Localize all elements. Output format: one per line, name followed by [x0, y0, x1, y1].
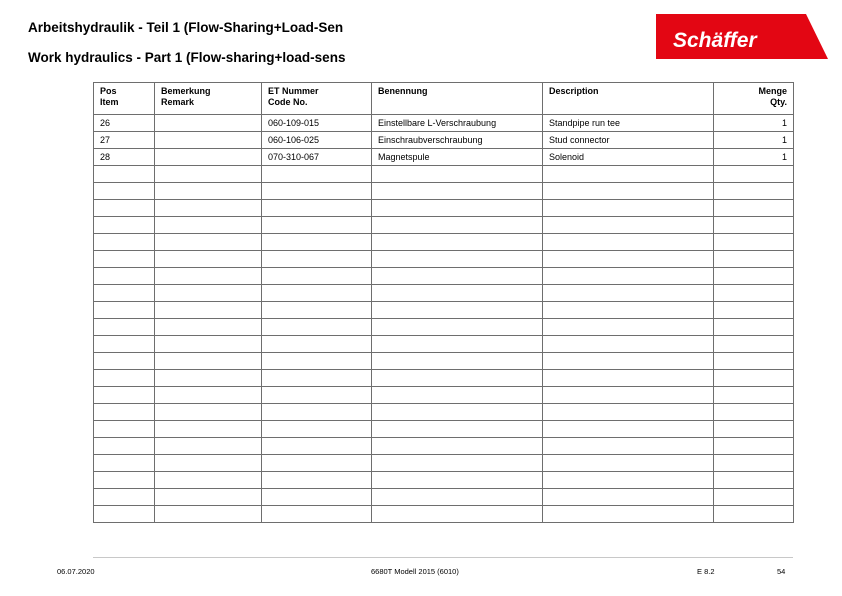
cell-code	[262, 353, 372, 370]
cell-qty	[714, 506, 794, 523]
table-header-row	[94, 83, 794, 115]
cell-remark	[155, 251, 262, 268]
cell-pos	[94, 421, 155, 438]
cell-code	[262, 234, 372, 251]
cell-qty	[714, 234, 794, 251]
cell-pos	[94, 285, 155, 302]
cell-description	[543, 404, 714, 421]
cell-description	[543, 319, 714, 336]
logo-text: Schäffer	[673, 29, 757, 52]
cell-remark	[155, 421, 262, 438]
cell-benennung	[372, 353, 543, 370]
cell-benennung	[372, 421, 543, 438]
cell-benennung	[372, 285, 543, 302]
header-label-de: Description	[549, 86, 599, 96]
cell-pos	[94, 353, 155, 370]
cell-remark	[155, 387, 262, 404]
cell-code	[262, 302, 372, 319]
cell-benennung: Einstellbare L-Verschraubung	[372, 115, 543, 132]
cell-pos: 28	[94, 149, 155, 166]
cell-description	[543, 506, 714, 523]
cell-description	[543, 472, 714, 489]
header-label-en: Qty.	[770, 97, 787, 107]
cell-code	[262, 268, 372, 285]
empty-table-row	[94, 285, 794, 302]
cell-description	[543, 455, 714, 472]
cell-remark	[155, 404, 262, 421]
header-label-en: Code No.	[268, 97, 308, 107]
cell-code	[262, 387, 372, 404]
cell-pos	[94, 404, 155, 421]
header-label-en: Remark	[161, 97, 195, 107]
cell-remark	[155, 472, 262, 489]
cell-description	[543, 200, 714, 217]
page-title-english: Work hydraulics - Part 1 (Flow-sharing+load-sens	[28, 50, 346, 65]
empty-table-row	[94, 200, 794, 217]
cell-benennung	[372, 472, 543, 489]
schaeffer-logo	[656, 14, 828, 59]
cell-remark	[155, 132, 262, 149]
cell-code: 070-310-067	[262, 149, 372, 166]
cell-qty: 1	[714, 149, 794, 166]
cell-description: Solenoid	[543, 149, 714, 166]
table-row	[94, 149, 794, 166]
cell-remark	[155, 183, 262, 200]
cell-benennung	[372, 455, 543, 472]
cell-description	[543, 387, 714, 404]
cell-pos	[94, 183, 155, 200]
parts-table	[93, 82, 794, 523]
empty-table-row	[94, 438, 794, 455]
cell-benennung	[372, 506, 543, 523]
cell-code	[262, 166, 372, 183]
empty-table-row	[94, 251, 794, 268]
cell-pos	[94, 217, 155, 234]
cell-qty	[714, 200, 794, 217]
column-header-remark	[155, 83, 262, 115]
cell-qty	[714, 166, 794, 183]
cell-remark	[155, 353, 262, 370]
cell-remark	[155, 200, 262, 217]
empty-table-row	[94, 183, 794, 200]
cell-code	[262, 370, 372, 387]
empty-table-row	[94, 217, 794, 234]
header-label-de: Menge	[758, 86, 787, 96]
cell-pos	[94, 166, 155, 183]
cell-remark	[155, 370, 262, 387]
cell-qty: 1	[714, 132, 794, 149]
cell-pos	[94, 489, 155, 506]
cell-description	[543, 302, 714, 319]
cell-qty	[714, 421, 794, 438]
cell-qty	[714, 489, 794, 506]
cell-benennung	[372, 251, 543, 268]
cell-pos	[94, 336, 155, 353]
cell-remark	[155, 285, 262, 302]
cell-qty	[714, 268, 794, 285]
cell-pos	[94, 200, 155, 217]
cell-benennung: Einschraubverschraubung	[372, 132, 543, 149]
cell-benennung	[372, 489, 543, 506]
header-label-en: Item	[100, 97, 119, 107]
footer-model: 6680T Modell 2015 (6010)	[371, 567, 459, 576]
cell-remark	[155, 336, 262, 353]
cell-code: 060-109-015	[262, 115, 372, 132]
empty-table-row	[94, 370, 794, 387]
cell-code: 060-106-025	[262, 132, 372, 149]
cell-pos: 27	[94, 132, 155, 149]
cell-qty	[714, 438, 794, 455]
cell-remark	[155, 489, 262, 506]
cell-benennung	[372, 217, 543, 234]
cell-pos	[94, 251, 155, 268]
footer-date: 06.07.2020	[57, 567, 95, 576]
cell-benennung	[372, 268, 543, 285]
cell-code	[262, 506, 372, 523]
cell-remark	[155, 234, 262, 251]
cell-pos	[94, 472, 155, 489]
cell-description	[543, 353, 714, 370]
cell-benennung	[372, 370, 543, 387]
cell-description	[543, 438, 714, 455]
cell-qty	[714, 455, 794, 472]
cell-description	[543, 166, 714, 183]
cell-pos	[94, 319, 155, 336]
cell-description	[543, 336, 714, 353]
empty-table-row	[94, 319, 794, 336]
column-header-benennung	[372, 83, 543, 115]
cell-code	[262, 319, 372, 336]
cell-description	[543, 285, 714, 302]
cell-qty	[714, 217, 794, 234]
table-row	[94, 115, 794, 132]
cell-pos	[94, 234, 155, 251]
cell-benennung	[372, 319, 543, 336]
cell-code	[262, 489, 372, 506]
cell-qty	[714, 285, 794, 302]
cell-benennung	[372, 183, 543, 200]
cell-remark	[155, 455, 262, 472]
cell-remark	[155, 506, 262, 523]
cell-description: Standpipe run tee	[543, 115, 714, 132]
cell-qty	[714, 251, 794, 268]
cell-remark	[155, 149, 262, 166]
cell-description: Stud connector	[543, 132, 714, 149]
cell-description	[543, 251, 714, 268]
footer-page-number: 54	[777, 567, 786, 576]
cell-qty	[714, 387, 794, 404]
cell-qty: 1	[714, 115, 794, 132]
cell-benennung	[372, 438, 543, 455]
cell-code	[262, 336, 372, 353]
cell-benennung	[372, 200, 543, 217]
cell-remark	[155, 217, 262, 234]
empty-table-row	[94, 506, 794, 523]
cell-qty	[714, 404, 794, 421]
header-label-de: Bemerkung	[161, 86, 211, 96]
cell-pos	[94, 302, 155, 319]
cell-code	[262, 200, 372, 217]
empty-table-row	[94, 302, 794, 319]
cell-pos: 26	[94, 115, 155, 132]
cell-qty	[714, 302, 794, 319]
cell-remark	[155, 166, 262, 183]
cell-remark	[155, 438, 262, 455]
cell-qty	[714, 472, 794, 489]
cell-benennung: Magnetspule	[372, 149, 543, 166]
empty-table-row	[94, 268, 794, 285]
empty-table-row	[94, 489, 794, 506]
header-label-de: Pos	[100, 86, 117, 96]
empty-table-row	[94, 353, 794, 370]
cell-pos	[94, 455, 155, 472]
cell-code	[262, 217, 372, 234]
cell-benennung	[372, 302, 543, 319]
empty-table-row	[94, 336, 794, 353]
empty-table-row	[94, 387, 794, 404]
cell-description	[543, 489, 714, 506]
table-row	[94, 132, 794, 149]
cell-code	[262, 183, 372, 200]
column-header-description	[543, 83, 714, 115]
cell-benennung	[372, 387, 543, 404]
cell-remark	[155, 319, 262, 336]
footer-divider	[93, 557, 793, 558]
cell-benennung	[372, 336, 543, 353]
cell-description	[543, 234, 714, 251]
cell-description	[543, 217, 714, 234]
cell-code	[262, 285, 372, 302]
cell-benennung	[372, 404, 543, 421]
cell-qty	[714, 319, 794, 336]
cell-description	[543, 268, 714, 285]
footer-section: E 8.2	[697, 567, 715, 576]
header-label-de: ET Nummer	[268, 86, 319, 96]
page-title-german: Arbeitshydraulik - Teil 1 (Flow-Sharing+Load-Sen	[28, 20, 344, 35]
cell-description	[543, 183, 714, 200]
cell-description	[543, 370, 714, 387]
cell-code	[262, 421, 372, 438]
column-header-qty	[714, 83, 794, 115]
cell-pos	[94, 387, 155, 404]
empty-table-row	[94, 404, 794, 421]
column-header-code	[262, 83, 372, 115]
empty-table-row	[94, 421, 794, 438]
cell-description	[543, 421, 714, 438]
cell-pos	[94, 438, 155, 455]
cell-benennung	[372, 166, 543, 183]
column-header-pos	[94, 83, 155, 115]
empty-table-row	[94, 166, 794, 183]
cell-qty	[714, 183, 794, 200]
cell-code	[262, 404, 372, 421]
cell-remark	[155, 268, 262, 285]
cell-pos	[94, 506, 155, 523]
cell-pos	[94, 268, 155, 285]
empty-table-row	[94, 472, 794, 489]
cell-remark	[155, 302, 262, 319]
header-label-de: Benennung	[378, 86, 428, 96]
cell-qty	[714, 336, 794, 353]
cell-code	[262, 438, 372, 455]
cell-code	[262, 455, 372, 472]
cell-pos	[94, 370, 155, 387]
empty-table-row	[94, 455, 794, 472]
cell-qty	[714, 353, 794, 370]
cell-qty	[714, 370, 794, 387]
empty-table-row	[94, 234, 794, 251]
cell-benennung	[372, 234, 543, 251]
cell-code	[262, 251, 372, 268]
cell-remark	[155, 115, 262, 132]
cell-code	[262, 472, 372, 489]
